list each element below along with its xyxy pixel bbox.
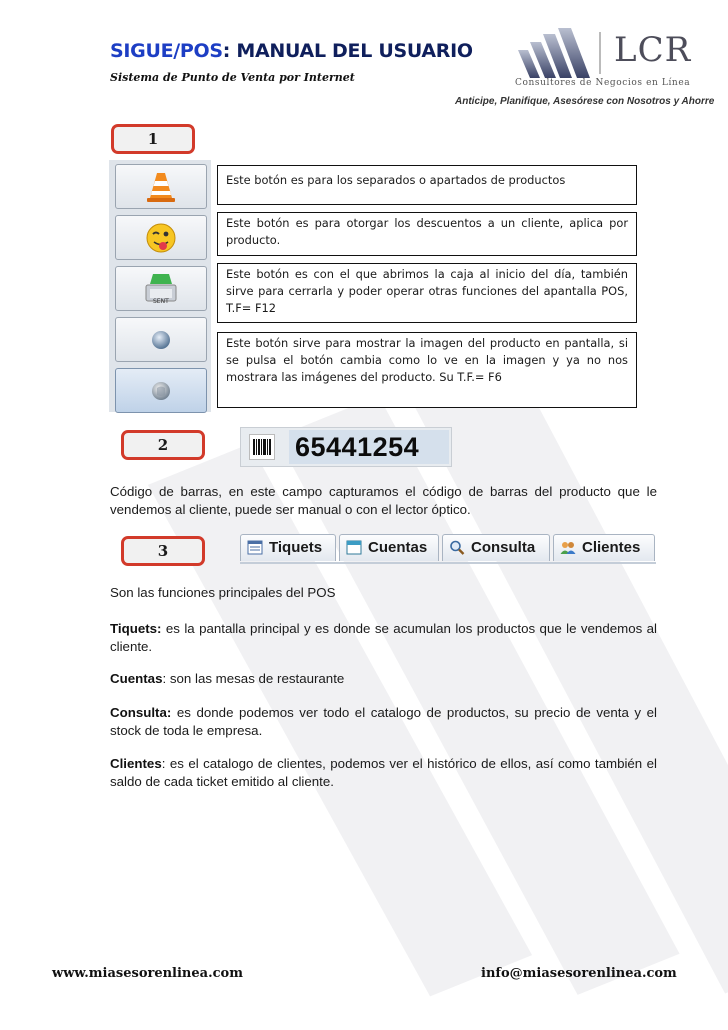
footer-website: www.miasesorenlinea.com (52, 966, 243, 981)
term-consulta: Consulta: (110, 705, 172, 720)
tab-cuentas[interactable] (339, 534, 439, 561)
tab-tiquets-label: Tiquets (269, 539, 323, 556)
footer-email: info@miasesorenlinea.com (481, 966, 677, 981)
section-1-number: 1 (111, 124, 195, 154)
description-discount: Este botón es para otorgar los descuentos a un cliente, aplica por producto. (217, 212, 637, 256)
users-icon (560, 540, 576, 555)
pos-tab-bar (240, 532, 656, 564)
tab-tiquets[interactable] (240, 534, 336, 561)
tab-consulta-label: Consulta (471, 539, 536, 556)
text-consulta: es donde podemos ver todo el catalogo de productos, su precio de venta y el stock de toda le empresa. (110, 705, 657, 738)
image-toggle-button[interactable] (115, 317, 207, 362)
description-image-toggle: Este botón sirve para mostrar la imagen del producto en pantalla, si se pulsa el botón cambia como lo ve en la imagen y ya no nos mostrara las imágenes del producto. Su T.F.= F6 (217, 332, 637, 408)
pos-button-strip (109, 160, 211, 412)
tongue-face-icon (144, 221, 178, 255)
barcode-description: Código de barras, en este campo capturamos el código de barras del producto que le vendemos al cliente, puede ser manual o con el lector óptico. (110, 484, 657, 517)
logo-subtitle: Consultores de Negocios en Línea (515, 78, 691, 88)
document-title: SIGUE/POS: MANUAL DEL USUARIO (110, 40, 473, 62)
layaway-button[interactable] (115, 164, 207, 209)
term-tiquets: Tiquets: (110, 621, 162, 636)
term-clientes: Clientes (110, 756, 162, 771)
tab-clientes-label: Clientes (582, 539, 641, 556)
ticket-list-icon (247, 540, 263, 555)
section-2-number: 2 (121, 430, 205, 460)
document-subtitle: Sistema de Punto de Venta por Internet (110, 71, 355, 84)
discount-button[interactable] (115, 215, 207, 260)
image-toggle-icon (150, 329, 172, 351)
image-toggle-button-pressed[interactable] (115, 368, 207, 413)
cuentas-description (110, 670, 657, 688)
term-cuentas: Cuentas (110, 671, 163, 686)
traffic-cone-icon (146, 170, 176, 204)
barcode-input[interactable]: 65441254 (289, 430, 449, 464)
magnifier-icon (449, 540, 465, 555)
window-icon (346, 540, 362, 555)
tiquets-description (110, 620, 657, 656)
sent-label: SENT (153, 298, 169, 305)
section-3-number: 3 (121, 536, 205, 566)
cash-register-button[interactable] (115, 266, 207, 311)
tab-cuentas-label: Cuentas (368, 539, 428, 556)
barcode-icon (249, 434, 275, 460)
text-clientes: : es el catalogo de clientes, podemos ver el histórico de ellos, así como también el saldo de cada ticket emitido al cliente. (110, 756, 657, 789)
image-toggle-icon (150, 380, 172, 402)
description-cash-register: Este botón es con el que abrimos la caja al inicio del día, también sirve para cerrarla y poder operar otras funciones del apantalla POS, T.F= F12 (217, 263, 637, 323)
logo-text: LCR (614, 30, 692, 70)
text-cuentas: : son las mesas de restaurante (162, 671, 345, 686)
text-tiquets: es la pantalla principal y es donde se acumulan los productos que le vendemos al cliente. (110, 621, 657, 654)
description-layaway: Este botón es para los separados o apartados de productos (217, 165, 637, 205)
tagline: Anticipe, Planifique, Asesórese con Nosotros y Ahorre (455, 96, 715, 107)
consulta-description (110, 704, 657, 740)
clientes-description (110, 755, 657, 791)
tab-consulta[interactable] (442, 534, 550, 561)
tab-clientes[interactable] (553, 534, 655, 561)
barcode-field-screenshot (240, 427, 452, 467)
functions-intro: Son las funciones principales del POS (110, 585, 336, 600)
